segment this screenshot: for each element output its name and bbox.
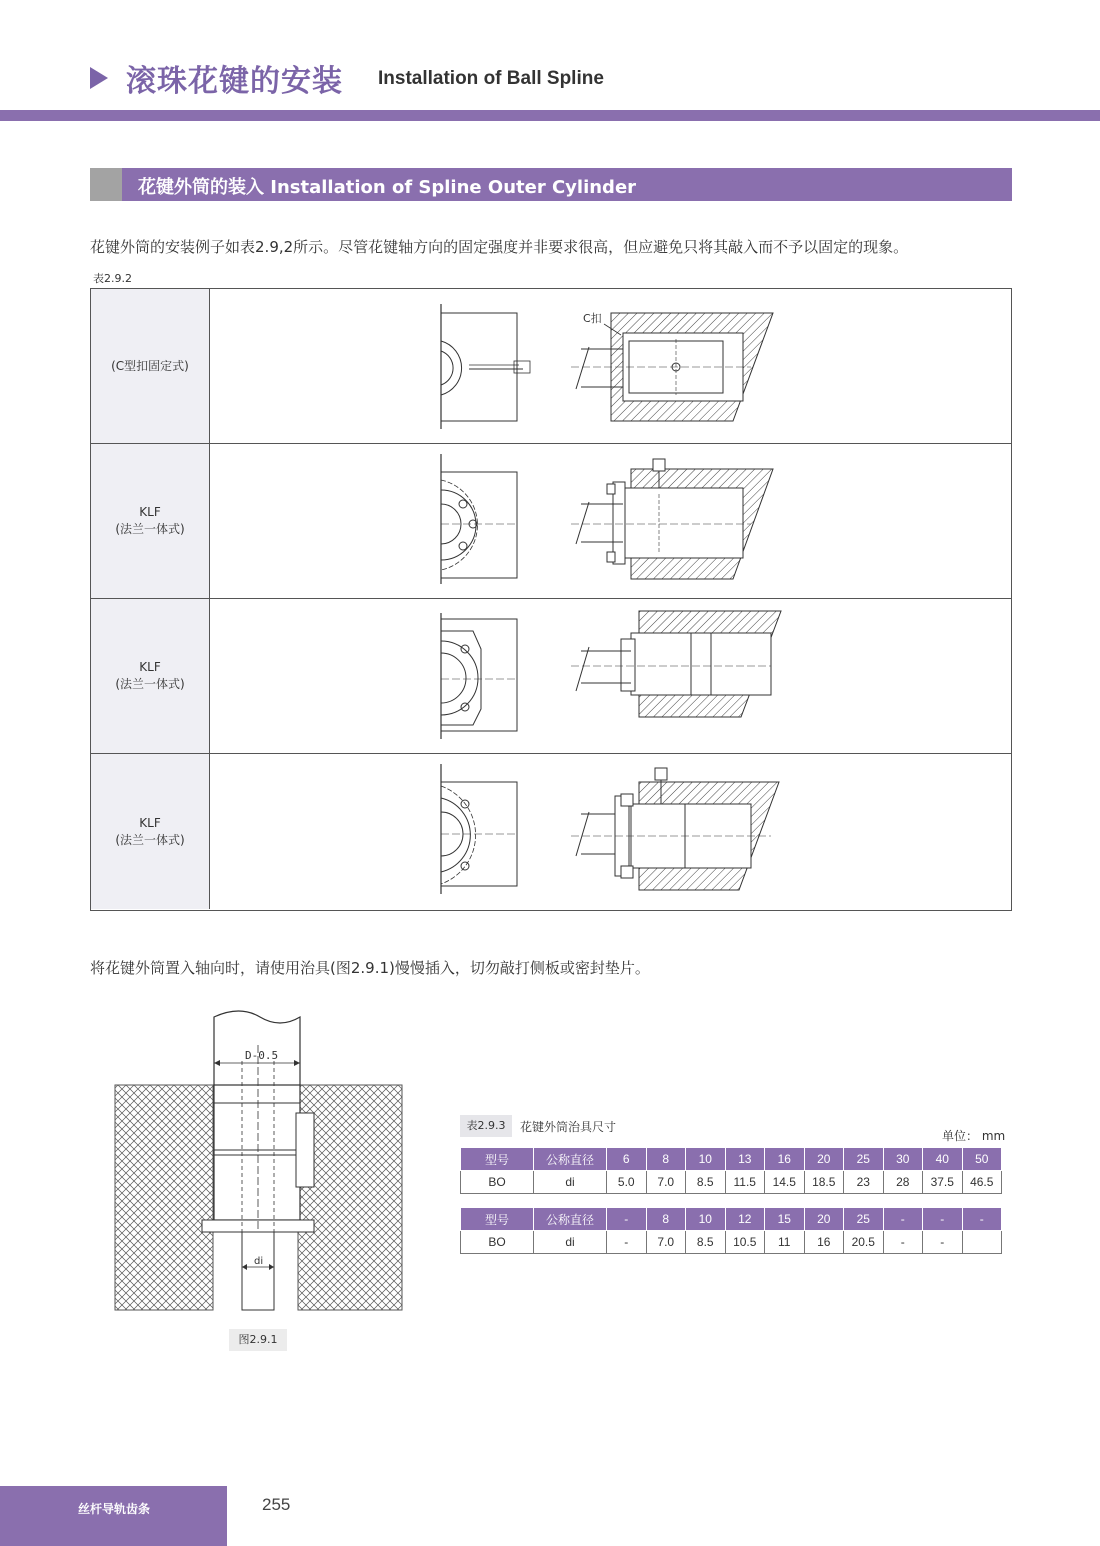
dim-table-unit: 单位： mm xyxy=(942,1129,1006,1143)
flange-mount-drawing-2 xyxy=(211,599,1011,753)
table-cell: - xyxy=(883,1231,923,1254)
table-cell: 5.0 xyxy=(607,1171,647,1194)
table-cell: 7.0 xyxy=(646,1231,686,1254)
table-cell: 16 xyxy=(765,1148,805,1171)
insertion-note: 将花键外筒置入轴向时，请使用治具(图2.9.1)慢慢插入，切勿敲打侧板或密封垫片。 xyxy=(90,959,650,977)
table-cell: 11.5 xyxy=(725,1171,765,1194)
table-cell: 37.5 xyxy=(923,1171,963,1194)
intro-paragraph: 花键外筒的安装例子如表2.9,2所示。尽管花键轴方向的固定强度并非要求很高，但应避免只将其敲入而不予以固定的现象。 xyxy=(90,238,909,256)
row-label xyxy=(91,444,210,598)
row-label-line1: KLF xyxy=(139,660,161,674)
section-header xyxy=(90,168,1012,201)
flange-drawing-2-svg xyxy=(211,599,1011,754)
table-cell: - xyxy=(883,1208,923,1231)
jig-figure xyxy=(110,1005,410,1317)
dim-label-top: D-0.5 xyxy=(245,1049,279,1062)
table-cell: 20.5 xyxy=(844,1231,884,1254)
table-cell: 10 xyxy=(686,1148,726,1171)
table-cell: 型号 xyxy=(461,1208,534,1231)
flange-drawing-3-svg xyxy=(211,754,1011,909)
jig-dimension-table-1 xyxy=(460,1147,1002,1194)
footer-section-name: 丝杆导轨齿条 xyxy=(78,1502,151,1516)
table-row xyxy=(91,444,1011,599)
c-ring-drawing-svg xyxy=(211,289,1011,444)
dim-table-label: 表2.9.3 xyxy=(460,1115,512,1137)
table-cell: 18.5 xyxy=(804,1171,844,1194)
row-label-line2: (法兰一体式) xyxy=(115,522,185,536)
table-row xyxy=(461,1171,1002,1194)
figure-caption: 图2.9.1 xyxy=(229,1329,287,1351)
c-ring-callout: C扣 xyxy=(583,312,602,325)
flange-mount-drawing-1 xyxy=(211,444,1011,598)
table-header-row xyxy=(461,1208,1002,1231)
row-label-line1: KLF xyxy=(139,815,161,830)
table-cell: 30 xyxy=(883,1148,923,1171)
row-label xyxy=(91,289,210,443)
table-cell: BO xyxy=(461,1171,534,1194)
table-cell: di xyxy=(534,1231,607,1254)
table-cell: 7.0 xyxy=(646,1171,686,1194)
row-label-line1: KLF xyxy=(139,505,161,519)
table-cell: 型号 xyxy=(461,1148,534,1171)
table-cell: 15 xyxy=(765,1208,805,1231)
header-divider xyxy=(0,110,1100,121)
page-number: 255 xyxy=(262,1495,291,1514)
flange-mount-drawing-3 xyxy=(211,754,1011,909)
table-cell: 12 xyxy=(725,1208,765,1231)
jig-dimension-table-2 xyxy=(460,1207,1002,1254)
table-cell: BO xyxy=(461,1231,534,1254)
table-header-row xyxy=(461,1148,1002,1171)
table-cell: 11 xyxy=(765,1231,805,1254)
dim-label-bottom: di xyxy=(254,1256,264,1267)
row-label-line2: (法兰一体式) xyxy=(115,677,185,691)
table-cell: 40 xyxy=(923,1148,963,1171)
table-cell: 13 xyxy=(725,1148,765,1171)
table-cell: di xyxy=(534,1171,607,1194)
section-header-marker xyxy=(90,168,122,201)
header-arrow-icon xyxy=(90,67,108,89)
table-cell: 50 xyxy=(962,1148,1002,1171)
table-cell: - xyxy=(962,1208,1002,1231)
page-title: 滚珠花键的安装 xyxy=(126,64,343,99)
table-cell: 公称直径 xyxy=(534,1208,607,1231)
table-cell xyxy=(962,1231,1002,1254)
table-cell: 25 xyxy=(844,1208,884,1231)
table-cell: 14.5 xyxy=(765,1171,805,1194)
table-cell: 8.5 xyxy=(686,1231,726,1254)
table-cell: 20 xyxy=(804,1148,844,1171)
row-label-line2: (法兰一体式) xyxy=(115,832,185,847)
c-ring-mount-drawing xyxy=(211,289,1011,443)
dim-table-title: 花键外筒治具尺寸 xyxy=(520,1120,617,1134)
table-cell: - xyxy=(607,1231,647,1254)
table-cell: 25 xyxy=(844,1148,884,1171)
row-label-line2: (C型扣固定式) xyxy=(111,358,189,373)
table-cell: 8 xyxy=(646,1208,686,1231)
table-row xyxy=(461,1231,1002,1254)
table-cell: 16 xyxy=(804,1231,844,1254)
table-cell: - xyxy=(923,1208,963,1231)
mount-table-label: 表2.9.2 xyxy=(93,272,132,285)
table-cell: 20 xyxy=(804,1208,844,1231)
section-title: 花键外筒的装入 Installation of Spline Outer Cylinder xyxy=(138,177,637,198)
table-row xyxy=(91,289,1011,444)
table-cell: 8 xyxy=(646,1148,686,1171)
mounting-examples-table xyxy=(90,288,1012,911)
table-row xyxy=(91,754,1011,909)
row-label xyxy=(91,599,210,753)
table-cell: 8.5 xyxy=(686,1171,726,1194)
table-cell: 28 xyxy=(883,1171,923,1194)
page-title-en: Installation of Ball Spline xyxy=(378,68,604,89)
table-row xyxy=(91,599,1011,754)
row-label xyxy=(91,754,210,909)
table-cell: 10 xyxy=(686,1208,726,1231)
table-cell: 23 xyxy=(844,1171,884,1194)
table-cell: 46.5 xyxy=(962,1171,1002,1194)
table-cell: - xyxy=(607,1208,647,1231)
table-cell: 10.5 xyxy=(725,1231,765,1254)
table-cell: 6 xyxy=(607,1148,647,1171)
table-cell: - xyxy=(923,1231,963,1254)
table-cell: 公称直径 xyxy=(534,1148,607,1171)
flange-drawing-1-svg xyxy=(211,444,1011,599)
